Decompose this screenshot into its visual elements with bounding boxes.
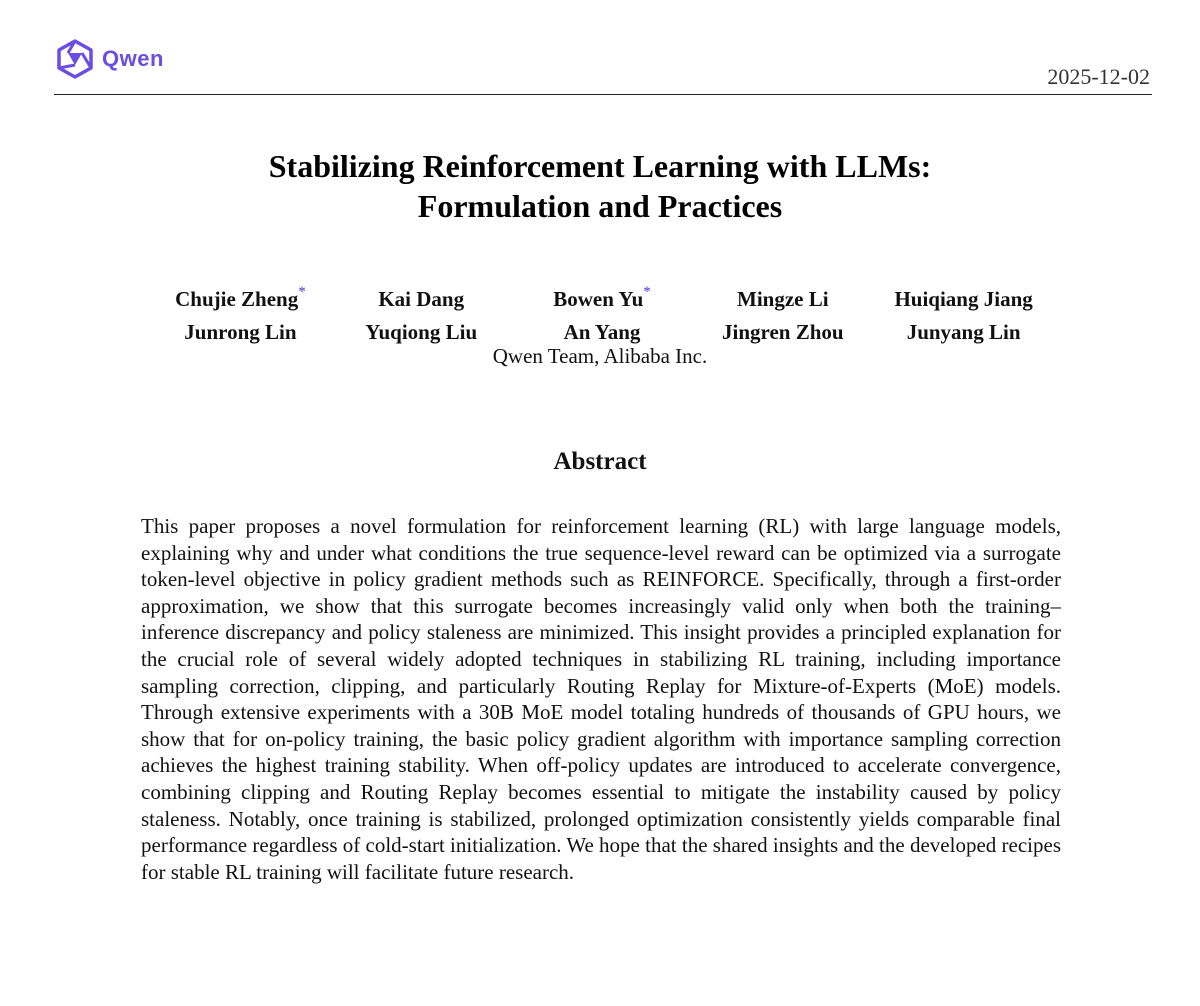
qwen-logo-icon: [54, 38, 96, 80]
author-name: Junyang Lin: [906, 320, 1021, 344]
equal-contribution-mark: *: [643, 284, 651, 300]
logo-text: Qwen: [102, 46, 164, 71]
affiliation: Qwen Team, Alibaba Inc.: [492, 344, 708, 368]
author-name: Huiqiang Jiang: [894, 287, 1033, 311]
paper-title: [0, 146, 1200, 226]
author-name: Bowen Yu*: [553, 284, 651, 311]
paper-date: 2025-12-02: [1047, 64, 1150, 89]
abstract-text: This paper proposes a novel formulation for reinforcement learning (RL) with large language models, explaining why and under what conditions the true sequence-level reward can be optimized via a surrogate token-level objective in policy gradient methods such as REINFORCE. Specifically, through a first-order approximation, we show that this surrogate becomes increasingly valid only when both the training–inference discrepancy and policy staleness are minimized. This insight provides a principled explanation for the crucial role of several widely adopted techniques in stabilizing RL training, including importance sampling correction, clipping, and particularly Routing Replay for Mixture-of-Experts (MoE) models. Through extensive experiments with a 30B MoE model totaling hundreds of thousands of GPU hours, we show that for on-policy training, the basic policy gradient algorithm with importance sampling correction achieves the highest training stability. When off-policy updates are introduced to accelerate convergence, combining clipping and Routing Replay becomes essential to mitigate the instability caused by policy staleness. Notably, once training is stabilized, prolonged optimization consistently yields comparable final performance regardless of cold-start initialization. We hope that the shared insights and the developed recipes for stable RL training will facilitate future research.: [141, 514, 1061, 884]
author-name: Jingren Zhou: [722, 320, 844, 344]
page-header: [54, 34, 1152, 95]
author-name: Yuqiong Liu: [365, 320, 478, 344]
abstract-heading: Abstract: [553, 448, 647, 475]
author-name: Mingze Li: [737, 287, 829, 311]
title-line-1: Stabilizing Reinforcement Learning with LLMs:: [268, 148, 932, 184]
qwen-logo: [54, 38, 164, 80]
author-name: Junrong Lin: [184, 320, 297, 344]
author-list: [150, 280, 1054, 346]
title-line-2: Formulation and Practices: [417, 188, 783, 224]
equal-contribution-mark: *: [298, 284, 306, 300]
author-name: Kai Dang: [378, 287, 465, 311]
author-name: Chujie Zheng*: [175, 284, 306, 311]
author-name: An Yang: [563, 320, 641, 344]
